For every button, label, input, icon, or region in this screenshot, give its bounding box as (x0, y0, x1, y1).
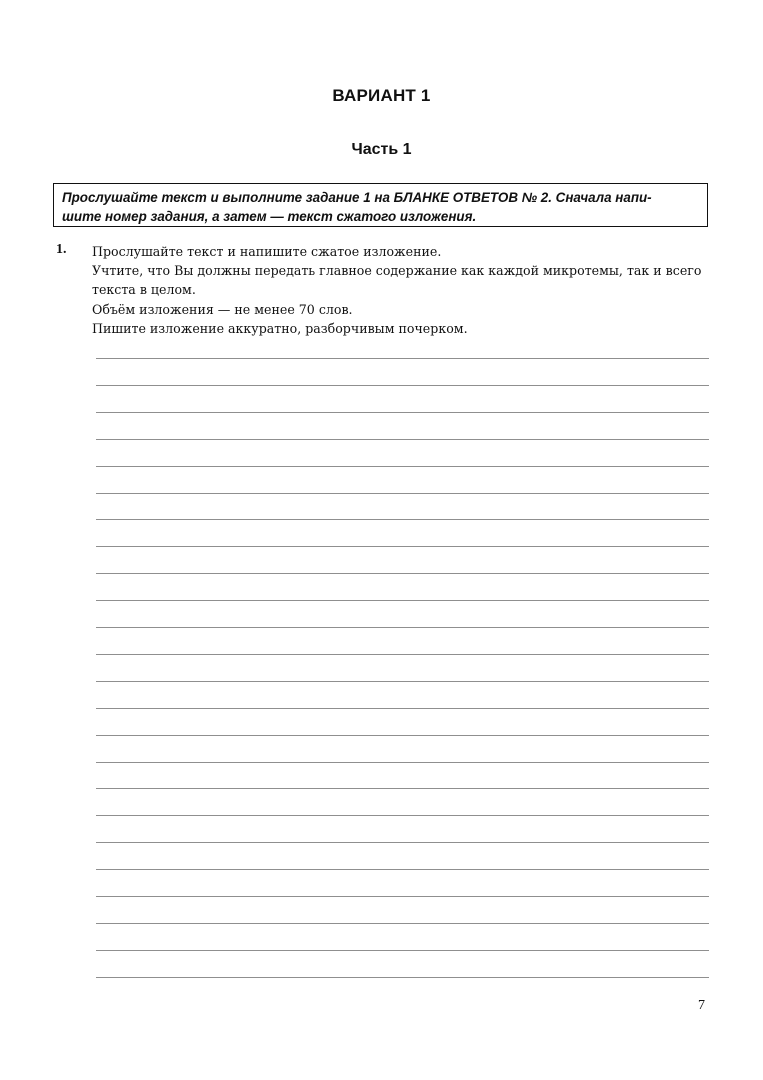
answer-line (96, 412, 709, 413)
answer-line (96, 385, 709, 386)
answer-line (96, 842, 709, 843)
task-text-line: Объём изложения — не менее 70 слов. (92, 301, 353, 317)
answer-line (96, 600, 709, 601)
answer-line (96, 654, 709, 655)
answer-line (96, 762, 709, 763)
answer-line (96, 950, 709, 951)
answer-line (96, 439, 709, 440)
answer-line (96, 519, 709, 520)
answer-line (96, 493, 709, 494)
answer-line (96, 546, 709, 547)
answer-line (96, 788, 709, 789)
answer-line (96, 977, 709, 978)
task-text-line: Пишите изложение аккуратно, разборчивым почерком. (92, 320, 468, 336)
task-text (92, 242, 712, 338)
answer-line (96, 896, 709, 897)
answer-line (96, 735, 709, 736)
instruction-line: Прослушайте текст и выполните задание 1 на БЛАНКЕ ОТВЕТОВ № 2. Сначала напи- (62, 190, 652, 205)
task-text-line: Учтите, что Вы должны передать главное содержание как каждой микротемы, так и всего (92, 263, 702, 279)
instruction-box (53, 183, 708, 227)
answer-line (96, 358, 709, 359)
answer-line (96, 466, 709, 467)
page-number: 7 (698, 998, 705, 1013)
answer-lines (96, 358, 709, 983)
task-number: 1. (56, 242, 67, 257)
answer-line (96, 815, 709, 816)
answer-line (96, 627, 709, 628)
part-title: Часть 1 (351, 141, 412, 158)
answer-line (96, 869, 709, 870)
task-text-line: Прослушайте текст и напишите сжатое изложение. (92, 244, 442, 259)
answer-line (96, 708, 709, 709)
variant-title: ВАРИАНТ 1 (332, 86, 431, 105)
task-text-line: текста в целом. (92, 282, 196, 298)
answer-line (96, 681, 709, 682)
answer-line (96, 573, 709, 574)
answer-line (96, 923, 709, 924)
instruction-line: шите номер задания, а затем — текст сжатого изложения. (62, 209, 477, 224)
